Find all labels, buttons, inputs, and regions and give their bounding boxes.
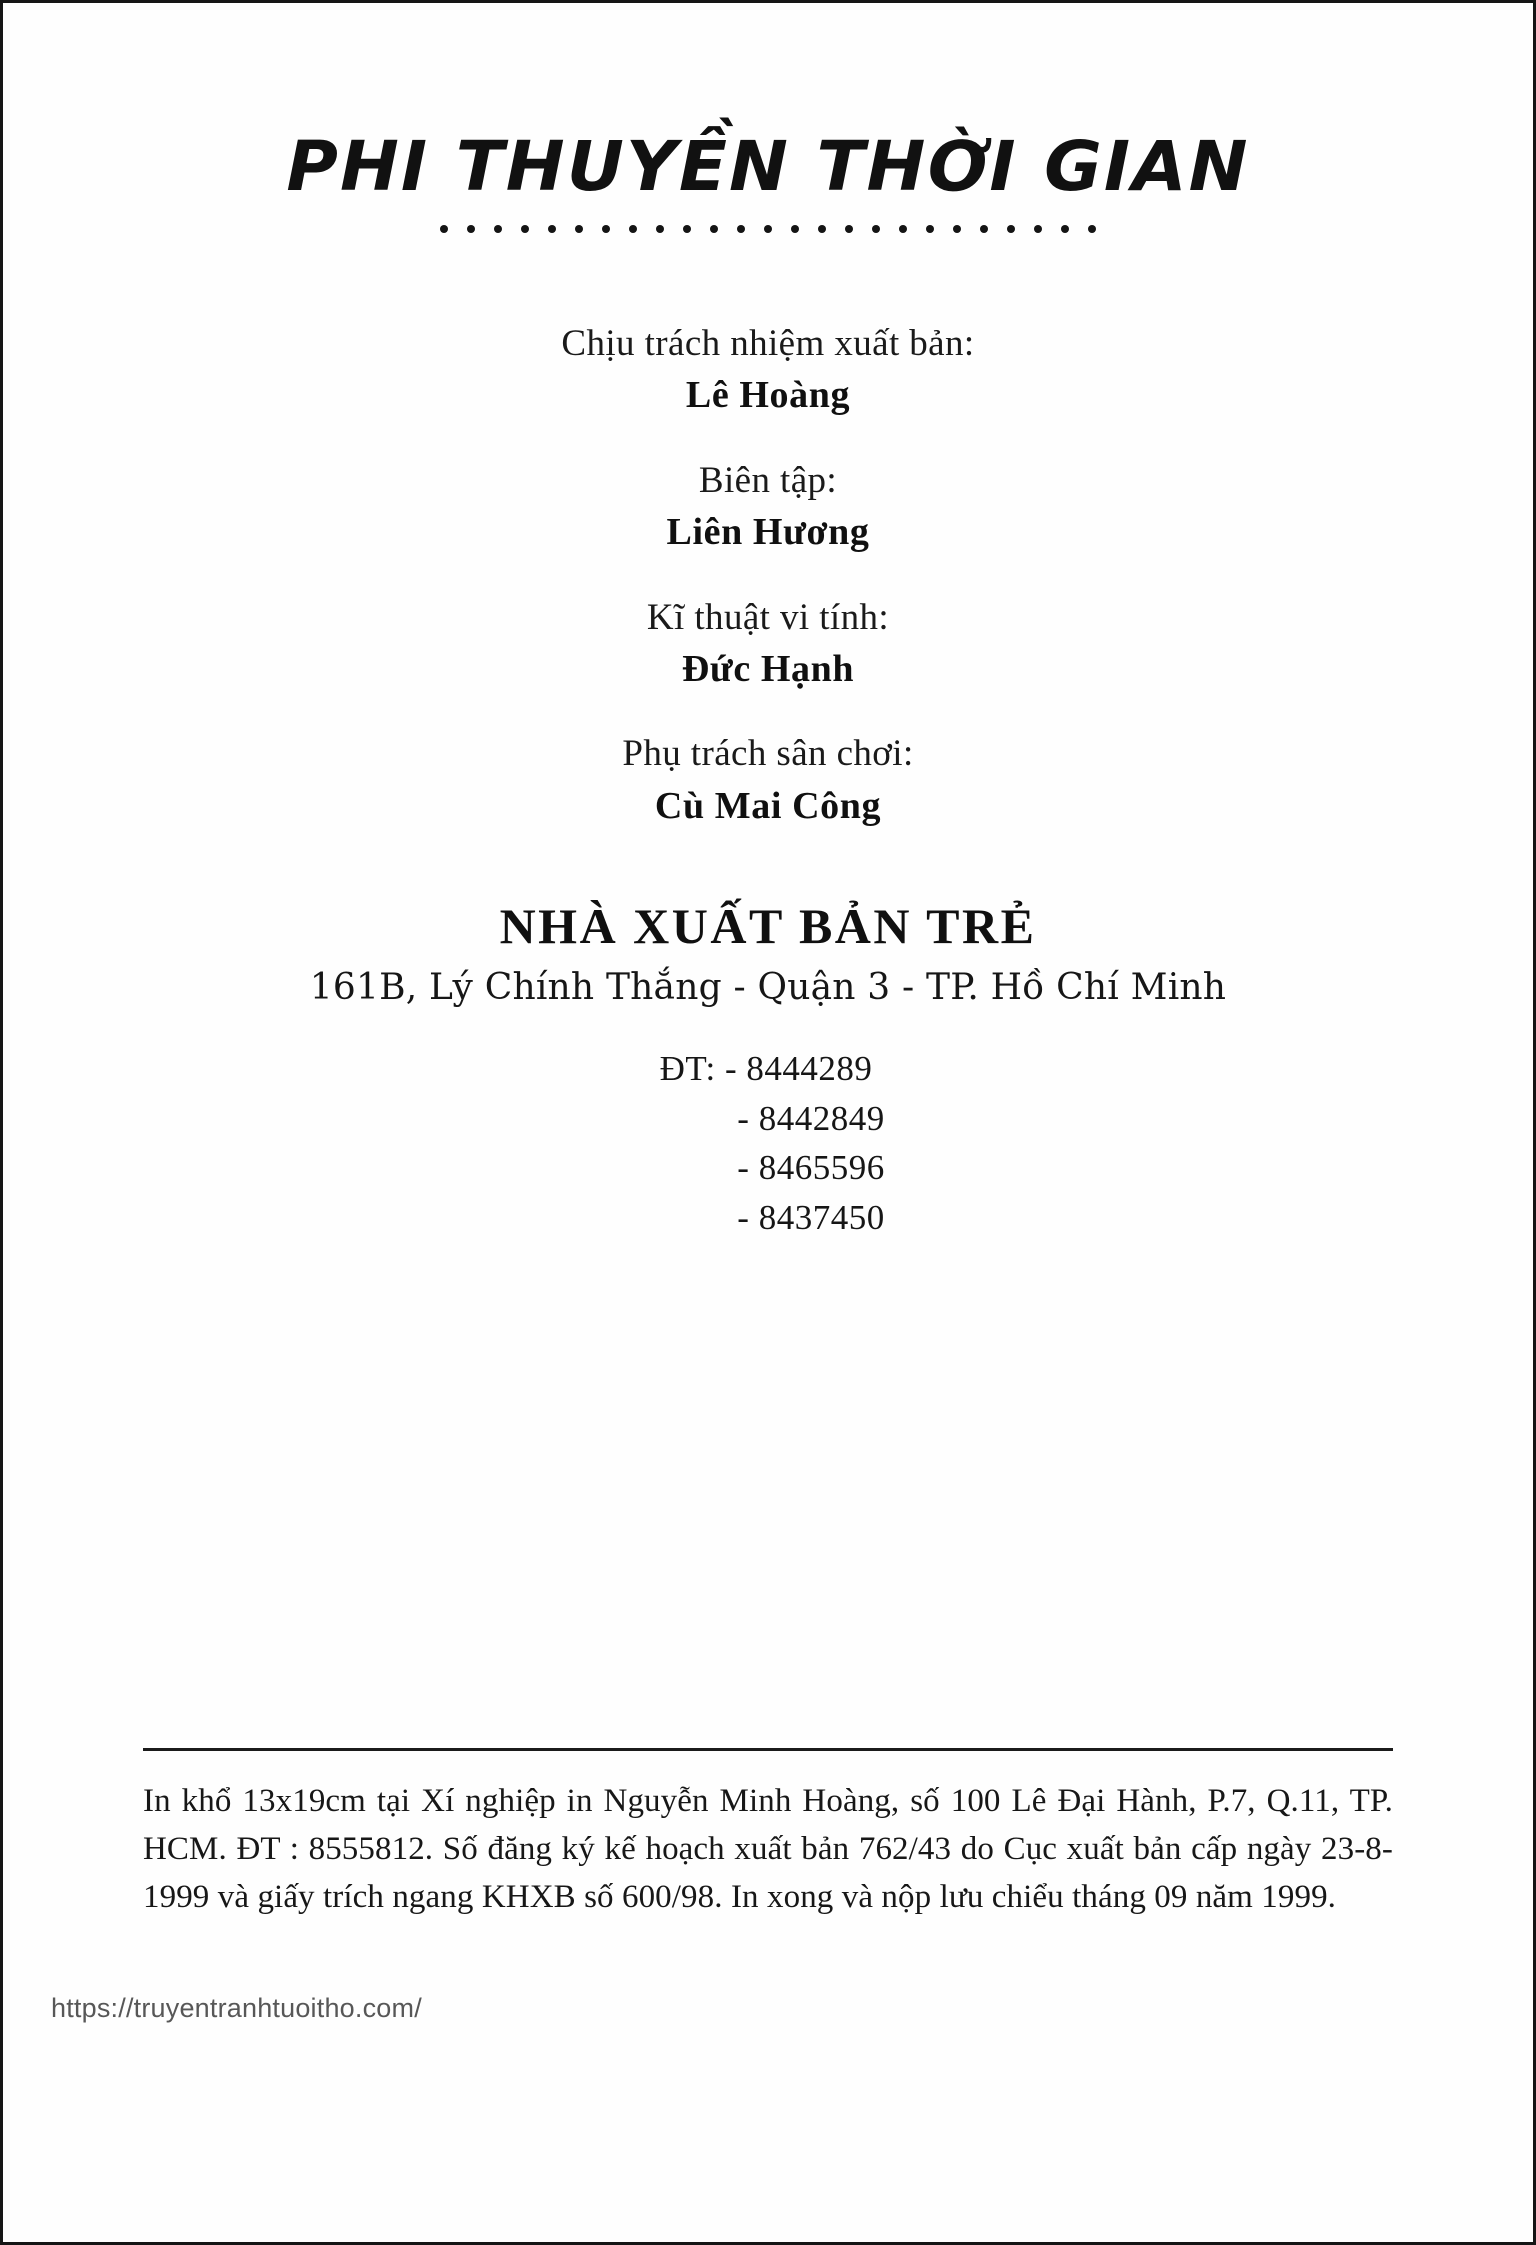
credit-role: Kĩ thuật vi tính: bbox=[646, 596, 890, 638]
watermark-url: https://truyentranhtuoitho.com/ bbox=[51, 1993, 422, 2023]
credit-role: Phụ trách sân chơi: bbox=[622, 733, 914, 775]
credit-name: Cù Mai Công bbox=[654, 784, 882, 827]
phone-line: - 8437450 bbox=[737, 1198, 885, 1238]
page-title: PHI THUYỀN THỜI GIAN bbox=[286, 127, 1250, 207]
publisher-address: 161B, Lý Chính Thắng - Quận 3 - TP. Hồ Chí Minh bbox=[309, 967, 1227, 1008]
imprint-block bbox=[143, 1748, 1393, 1922]
credits-list bbox=[143, 320, 1393, 831]
footer-divider bbox=[143, 1748, 1393, 1751]
publisher-name: NHÀ XUẤT BẢN TRẺ bbox=[499, 898, 1037, 954]
credit-entry bbox=[143, 457, 1393, 558]
credit-name: Liên Hương bbox=[666, 511, 870, 554]
credit-name: Đức Hạnh bbox=[681, 647, 855, 690]
imprint-text bbox=[143, 1777, 1393, 1922]
phone-line: - 8442849 bbox=[737, 1098, 885, 1138]
credit-role: Chịu trách nhiệm xuất bản: bbox=[561, 323, 975, 364]
credit-role: Biên tập: bbox=[698, 459, 838, 501]
dotted-divider-icon bbox=[438, 224, 1098, 234]
publisher-block bbox=[143, 897, 1393, 1008]
phone-line: ĐT: - 8444289 bbox=[659, 1049, 873, 1088]
credit-entry bbox=[143, 730, 1393, 831]
credit-entry bbox=[143, 594, 1393, 695]
credit-name: Lê Hoàng bbox=[685, 374, 851, 417]
phone-line: - 8465596 bbox=[737, 1148, 885, 1188]
credit-entry bbox=[143, 320, 1393, 421]
publisher-phone-list bbox=[143, 1044, 1393, 1243]
imprint-paragraph: In khổ 13x19cm tại Xí nghiệp in Nguyễn Minh Hoàng, số 100 Lê Đại Hành, P.7, Q.11, TP. HCM. ĐT : 8555812. Số đăng ký kế hoạch xuất bản 762/43 do Cục xuất bản cấp ngày 23-8-1999 và giấy trích ngang KHXB số 600/98. In xong và nộp lưu chiểu tháng 09 năm 1999. bbox=[143, 1783, 1393, 1916]
title-block bbox=[143, 127, 1393, 234]
